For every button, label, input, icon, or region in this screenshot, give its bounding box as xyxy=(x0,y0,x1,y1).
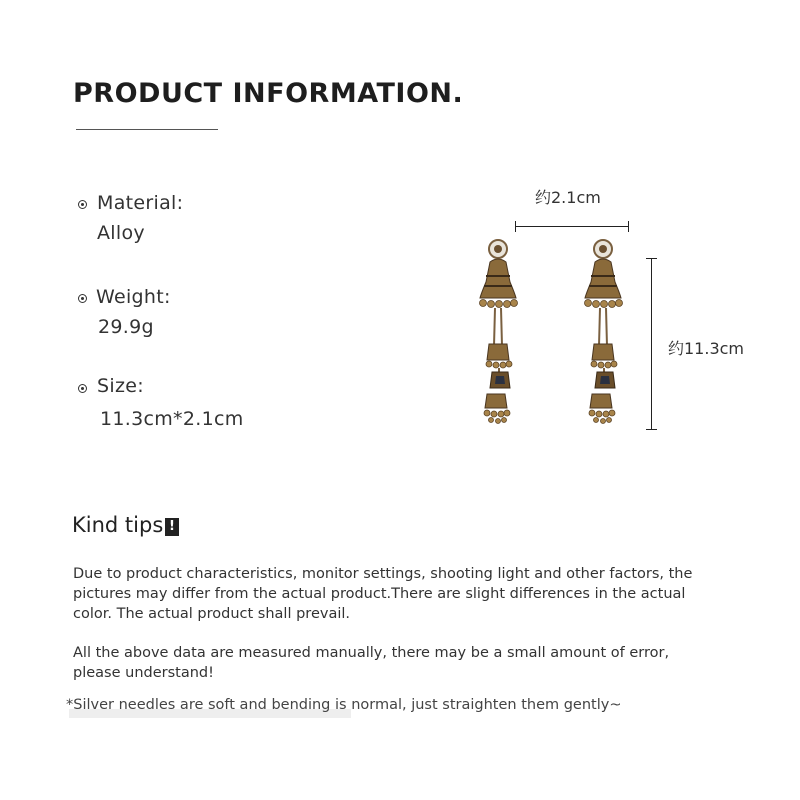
size-value: 11.3cm*2.1cm xyxy=(100,408,244,430)
material-label: Material: xyxy=(97,192,184,214)
page-title: PRODUCT INFORMATION. xyxy=(73,78,464,109)
bullet-icon xyxy=(78,294,87,303)
width-dimension-label: 约2.1cm xyxy=(535,188,601,207)
width-dimension-tick xyxy=(515,221,516,232)
weight-value: 29.9g xyxy=(98,316,154,338)
tips-paragraph-1: Due to product characteristics, monitor settings, shooting light and other factors, the pictures may differ from the actual product.There are slight differences in the actual color. The actual product shall prevail. xyxy=(73,566,693,622)
silver-needle-note: *Silver needles are soft and bending is normal, just straighten them gently~ xyxy=(66,697,622,713)
exclamation-icon: ! xyxy=(165,518,179,536)
earrings-product-image xyxy=(470,236,630,428)
width-dimension-tick xyxy=(628,221,629,232)
bullet-icon xyxy=(78,384,87,393)
tips-paragraph-2: All the above data are measured manually, there may be a small amount of error, please understand! xyxy=(73,645,670,681)
width-dimension-line xyxy=(515,226,629,227)
bullet-icon xyxy=(78,200,87,209)
material-value: Alloy xyxy=(97,222,145,244)
size-label: Size: xyxy=(97,375,144,397)
weight-label: Weight: xyxy=(96,286,171,308)
height-dimension-tick xyxy=(646,258,657,259)
kind-tips-title: Kind tips xyxy=(72,513,164,537)
height-dimension-line xyxy=(651,258,652,429)
height-dimension-tick xyxy=(646,429,657,430)
title-underline xyxy=(76,129,218,130)
height-dimension-label: 约11.3cm xyxy=(668,339,745,358)
